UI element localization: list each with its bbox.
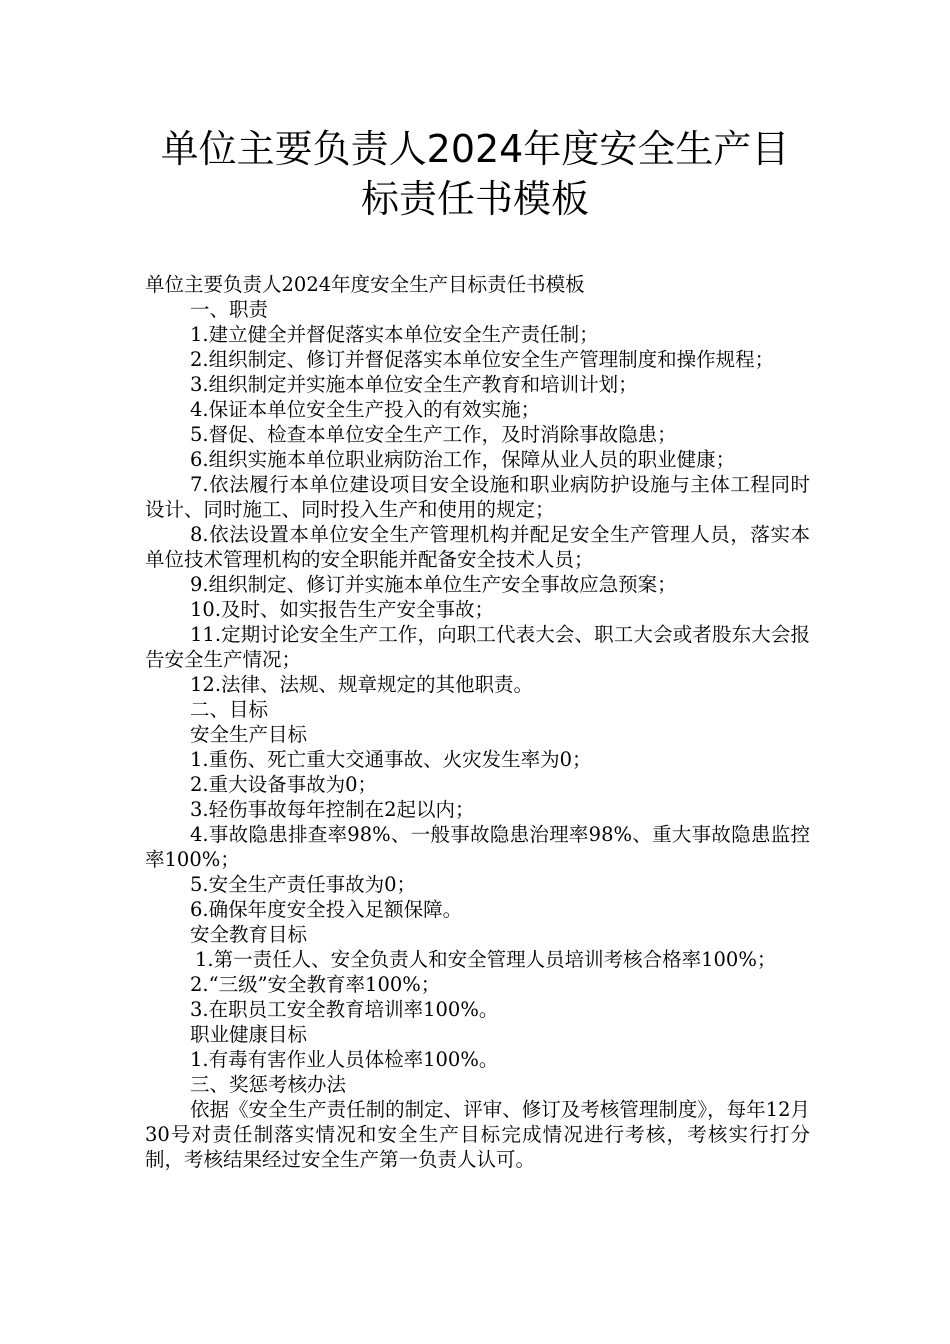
page-title	[100, 124, 850, 224]
duty-item: 10.及时、如实报告生产安全事故；	[190, 598, 495, 621]
duty-item: 8.依法设置本单位安全生产管理机构并配足安全生产管理人员，落实本单位技术管理机构的安全职能并配备安全技术人员；	[145, 523, 810, 571]
duty-item: 3.组织制定并实施本单位安全生产教育和培训计划；	[190, 373, 638, 396]
safety-goal-item: 1.重伤、死亡重大交通事故、火灾发生率为0；	[190, 748, 592, 771]
safety-goal-item: 2.重大设备事故为0；	[190, 773, 378, 796]
assessment-text: 依据《安全生产责任制的制定、评审、修订及考核管理制度》，每年12月30号对责任制落实情况和安全生产目标完成情况进行考核，考核实行打分制，考核结果经过安全生产第一负责人认可。	[145, 1098, 810, 1171]
section-heading-assessment: 三、奖惩考核办法	[190, 1073, 347, 1096]
education-goal-item: 3.在职员工安全教育培训率100%。	[190, 998, 499, 1021]
title-line-2: 标责任书模板	[360, 177, 589, 221]
section-heading-duties: 一、职责	[190, 298, 269, 321]
duty-item: 12.法律、法规、规章规定的其他职责。	[190, 673, 534, 696]
duty-item: 4.保证本单位安全生产投入的有效实施；	[190, 398, 541, 421]
subheading-safety-goals: 安全生产目标	[190, 723, 308, 746]
duty-item: 9.组织制定、修订并实施本单位生产安全事故应急预案；	[190, 573, 677, 596]
subheading-health-goals: 职业健康目标	[190, 1023, 308, 1046]
subheading-education-goals: 安全教育目标	[190, 923, 308, 946]
education-goal-item: 2.“三级”安全教育率100%；	[190, 973, 441, 996]
title-line-1: 单位主要负责人2024年度安全生产目	[160, 127, 790, 171]
duty-item: 6.组织实施本单位职业病防治工作，保障从业人员的职业健康；	[190, 448, 736, 471]
duty-item: 7.依法履行本单位建设项目安全设施和职业病防护设施与主体工程同时设计、同时施工、同时投入生产和使用的规定；	[145, 473, 810, 521]
document-body	[145, 272, 810, 1172]
duty-item: 2.组织制定、修订并督促落实本单位安全生产管理制度和操作规程；	[190, 348, 775, 371]
duty-item: 5.督促、检查本单位安全生产工作，及时消除事故隐患；	[190, 423, 677, 446]
doc-heading: 单位主要负责人2024年度安全生产目标责任书模板	[145, 273, 585, 296]
safety-goal-item: 4.事故隐患排查率98%、一般事故隐患治理率98%、重大事故隐患监控率100%；	[145, 823, 810, 871]
section-heading-goals: 二、目标	[190, 698, 269, 721]
duty-item: 1.建立健全并督促落实本单位安全生产责任制；	[190, 323, 599, 346]
safety-goal-item: 3.轻伤事故每年控制在2起以内；	[190, 798, 475, 821]
safety-goal-item: 6.确保年度安全投入足额保障。	[190, 898, 463, 921]
education-goal-item: 1.第一责任人、安全负责人和安全管理人员培训考核合格率100%；	[195, 948, 777, 971]
duty-item: 11.定期讨论安全生产工作，向职工代表大会、职工大会或者股东大会报告安全生产情况；	[145, 623, 810, 671]
health-goal-item: 1.有毒有害作业人员体检率100%。	[190, 1048, 499, 1071]
safety-goal-item: 5.安全生产责任事故为0；	[190, 873, 417, 896]
